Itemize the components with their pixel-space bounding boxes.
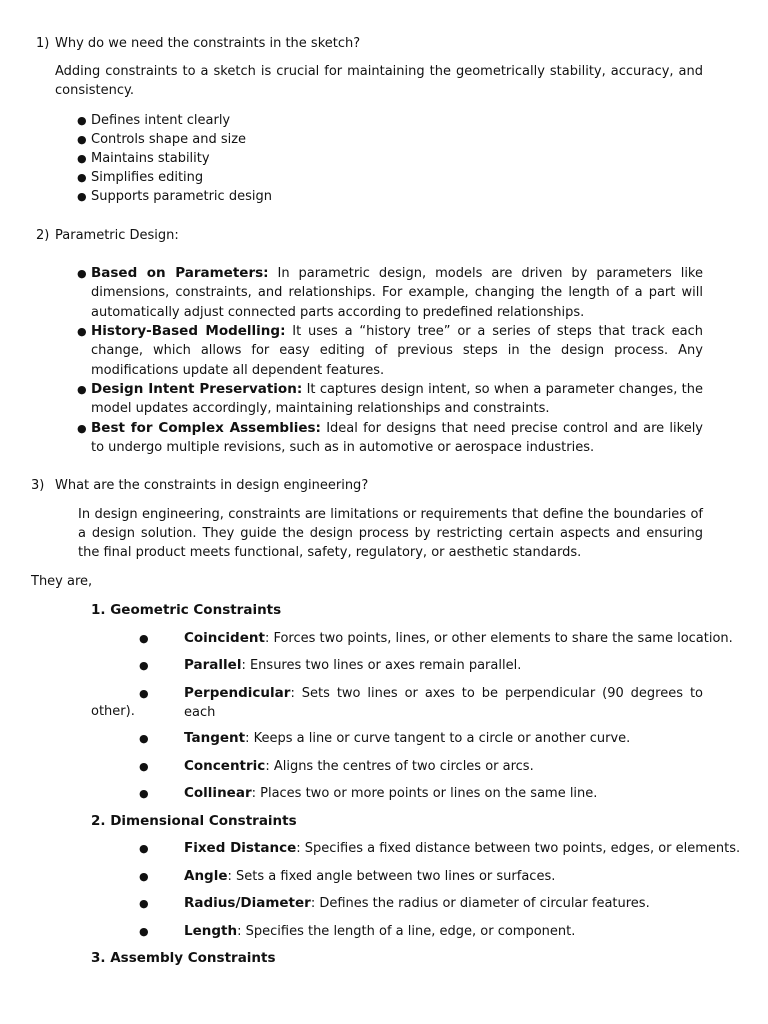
item-text: : Keeps a line or curve tangent to a circle or another curve. bbox=[245, 731, 631, 746]
item-term: Parallel bbox=[184, 657, 242, 673]
parametric-item bbox=[77, 322, 703, 380]
list-item: Defines intent clearly bbox=[91, 113, 231, 128]
item-term: Collinear bbox=[184, 785, 252, 801]
item-text: : Aligns the centres of two circles or arcs. bbox=[265, 759, 534, 774]
list-item: Simplifies editing bbox=[91, 170, 204, 185]
item-title: Design Intent Preservation: bbox=[91, 381, 303, 397]
item-term: Angle bbox=[184, 868, 228, 884]
item-text: : Specifies a fixed distance between two points, edges, or elements. bbox=[296, 841, 741, 856]
list-item: Controls shape and size bbox=[91, 132, 247, 147]
bullet-icon: ● bbox=[139, 760, 149, 773]
bullet-icon: ● bbox=[77, 190, 87, 203]
list-item-wrap: other). bbox=[91, 704, 135, 719]
parametric-item bbox=[77, 419, 703, 458]
they-are-text: They are, bbox=[31, 574, 93, 589]
item-text: : Sets two lines or axes to be perpendicular (90 degrees to each bbox=[184, 686, 703, 720]
question-3-answer: In design engineering, constraints are limitations or requirements that define the boundaries of a design solution. They guide the design process by restricting certain aspects and ensuring the final product meets functional, safety, regulatory, or aesthetic standards. bbox=[78, 507, 703, 561]
bullet-icon: ● bbox=[139, 632, 149, 645]
bullet-icon: ● bbox=[139, 925, 149, 938]
list-item bbox=[184, 784, 597, 803]
parametric-item bbox=[77, 380, 703, 419]
list-item bbox=[184, 629, 733, 648]
list-item bbox=[184, 729, 630, 748]
list-item bbox=[184, 656, 521, 675]
question-3-text: What are the constraints in design engineering? bbox=[55, 478, 369, 493]
list-item bbox=[184, 922, 575, 941]
bullet-icon: ● bbox=[139, 897, 149, 910]
parametric-item bbox=[77, 264, 703, 322]
bullet-icon: ● bbox=[77, 114, 87, 127]
section-heading: 3. Assembly Constraints bbox=[91, 950, 276, 966]
question-2-number: 2) bbox=[36, 228, 50, 243]
item-term: Concentric bbox=[184, 758, 266, 774]
bullet-icon: ● bbox=[77, 152, 87, 165]
item-term: Coincident bbox=[184, 630, 265, 646]
list-item: Supports parametric design bbox=[91, 189, 272, 204]
question-1-number: 1) bbox=[36, 36, 50, 51]
item-text: : Ensures two lines or axes remain parallel. bbox=[241, 658, 522, 673]
bullet-icon: ● bbox=[139, 787, 149, 800]
item-text: : Sets a fixed angle between two lines or surfaces. bbox=[227, 869, 556, 884]
bullet-icon: ● bbox=[139, 842, 149, 855]
bullet-icon: ● bbox=[77, 267, 87, 280]
question-2-text: Parametric Design: bbox=[55, 228, 179, 243]
item-term: Tangent bbox=[184, 730, 246, 746]
item-text: In parametric design, models are driven by parameters like dimensions, constraints, and relationships. For example, changing the length of a part will automatically adjust connected parts according to predefined relationships. bbox=[91, 266, 703, 320]
item-text: : Specifies the length of a line, edge, or component. bbox=[237, 924, 576, 939]
bullet-icon: ● bbox=[77, 325, 87, 338]
item-text: : Defines the radius or diameter of circular features. bbox=[310, 896, 650, 911]
bullet-icon: ● bbox=[77, 422, 87, 435]
item-term: Perpendicular bbox=[184, 685, 291, 701]
list-item bbox=[184, 757, 534, 776]
list-item bbox=[184, 684, 703, 722]
bullet-icon: ● bbox=[77, 383, 87, 396]
list-item: Maintains stability bbox=[91, 151, 210, 166]
item-text: It captures design intent, so when a parameter changes, the model updates accordingly, maintaining relationships and constraints. bbox=[91, 382, 703, 417]
bullet-icon: ● bbox=[139, 659, 149, 672]
section-heading: 2. Dimensional Constraints bbox=[91, 813, 297, 829]
question-1-text: Why do we need the constraints in the sketch? bbox=[55, 36, 361, 51]
item-text: It uses a “history tree” or a series of steps that track each change, which allows for easy editing of previous steps in the design process. Any modifications update all dependent features. bbox=[91, 324, 703, 378]
item-title: History-Based Modelling: bbox=[91, 323, 286, 339]
question-1-answer: Adding constraints to a sketch is crucial for maintaining the geometrically stability, accuracy, and consistency. bbox=[55, 64, 703, 99]
bullet-icon: ● bbox=[139, 870, 149, 883]
item-term: Radius/Diameter bbox=[184, 895, 311, 911]
question-3-number: 3) bbox=[31, 478, 45, 493]
item-term: Fixed Distance bbox=[184, 840, 297, 856]
bullet-icon: ● bbox=[77, 171, 87, 184]
section-heading: 1. Geometric Constraints bbox=[91, 602, 282, 618]
item-title: Best for Complex Assemblies: bbox=[91, 420, 321, 436]
list-item bbox=[184, 894, 650, 913]
bullet-icon: ● bbox=[139, 732, 149, 745]
item-title: Based on Parameters: bbox=[91, 265, 269, 281]
item-text: : Places two or more points or lines on the same line. bbox=[251, 786, 598, 801]
item-text: Ideal for designs that need precise control and are likely to undergo multiple revisions, such as in automotive or aerospace industries. bbox=[91, 421, 703, 456]
list-item bbox=[184, 839, 740, 858]
item-text: : Forces two points, lines, or other elements to share the same location. bbox=[264, 631, 733, 646]
bullet-icon: ● bbox=[77, 133, 87, 146]
list-item bbox=[184, 867, 555, 886]
item-term: Length bbox=[184, 923, 238, 939]
bullet-icon: ● bbox=[139, 687, 149, 700]
